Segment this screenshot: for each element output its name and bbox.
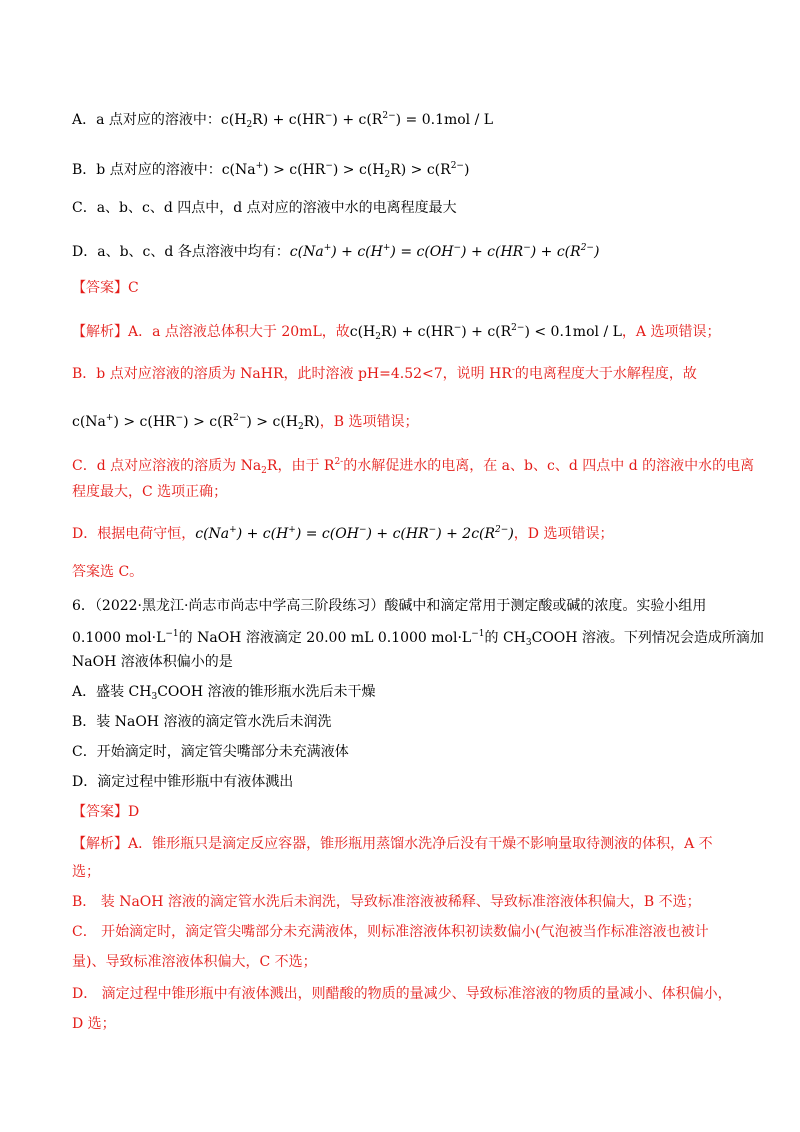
analysis-1-c-line2: 程度最大，C 选项正确； bbox=[72, 484, 228, 500]
question-6-option-b: B．装 NaOH 溶液的滴定管水洗后未润洗 bbox=[72, 714, 332, 730]
answer-2: 【答案】D bbox=[72, 804, 140, 820]
analysis-1-conclusion: 答案选 C。 bbox=[72, 564, 144, 580]
analysis-1-b-formula: $c(Na^+) > c(HR^-) > c(R^{2-}) > c(H_2R)$ bbox=[72, 413, 320, 432]
analysis-1-d: D．根据电荷守恒，$c(Na^+) + c(H^+) = c(OH^-) + c(HR^-) + 2c(R^{2-})$，D 选项错误； bbox=[72, 525, 614, 542]
question-6-option-a: A．盛装 $CH_3COOH$ 溶液的锥形瓶水洗后未干燥 bbox=[72, 684, 376, 702]
option-b-label: B．b 点对应的溶液中： bbox=[72, 162, 222, 178]
option-a-formula: $c(H_2R) + c(HR^-) + c(R^{2-}) = 0.1mol / L$ bbox=[220, 111, 494, 130]
analysis-2-d-line2: D 选； bbox=[72, 1016, 116, 1032]
question-6-line1: 6．（2022·黑龙江·尚志市尚志中学高三阶段练习）酸碱中和滴定常用于测定酸或碱的浓度。实验小组用 bbox=[72, 598, 707, 614]
analysis-1-c-line1: C．d 点对应溶液的溶质为 $Na_2R$，由于 $R^{2-}$的水解促进水的电离，在 a、b、c、d 四点中 d 的溶液中水的电离 bbox=[72, 457, 755, 476]
analysis-1-a-formula: $c(H_2R) + c(HR^-) + c(R^{2-}) < 0.1mol / L$ bbox=[349, 323, 622, 342]
question-6-option-d: D．滴定过程中锥形瓶中有液体溅出 bbox=[72, 774, 294, 790]
option-d-formula: $c(Na^+) + c(H^+) = c(OH^-) + c(HR^-) + c(R^{2-})$ bbox=[289, 243, 600, 260]
analysis-2-b: B． 装 NaOH 溶液的滴定管水洗后未润洗，导致标准溶液被稀释、导致标准溶液体积偏大，B 不选； bbox=[72, 894, 701, 910]
option-d bbox=[72, 238, 599, 262]
analysis-2-a-line2: 选； bbox=[72, 864, 100, 880]
option-c: C．a、b、c、d 四点中，d 点对应的溶液中水的电离程度最大 bbox=[72, 200, 457, 216]
question-6-line3: NaOH 溶液体积偏小的是 bbox=[72, 654, 233, 670]
analysis-2-d-line1: D． 滴定过程中锥形瓶中有液体溅出，则醋酸的物质的量减少、导致标准溶液的物质的量减小、体积偏小， bbox=[72, 986, 732, 1002]
option-a bbox=[72, 106, 493, 135]
analysis-2-c-line2: 量)、导致标准溶液体积偏大，C 不选； bbox=[72, 954, 317, 970]
question-6-line2: 0.1000 $mol\cdot L^{-1}$的 NaOH 溶液滴定 20.00 mL 0.1000 $mol\cdot L^{-1}$的 $CH_3COOH$ 溶液。下列情况会造成所滴加 bbox=[72, 629, 764, 648]
answer-1: 【答案】C bbox=[72, 280, 139, 296]
option-b bbox=[72, 156, 469, 185]
analysis-1-b-line1: B．b 点对应溶液的溶质为 NaHR，此时溶液 pH=4.52<7，说明 HR-的电离程度大于水解程度，故 bbox=[72, 365, 697, 382]
option-d-label: D．a、b、c、d 各点溶液中均有： bbox=[72, 244, 290, 260]
analysis-1-d-formula: $c(Na^+) + c(H^+) = c(OH^-) + c(HR^-) + 2c(R^{2-})$ bbox=[195, 525, 514, 542]
analysis-2-a-line1: 【解析】A．锥形瓶只是滴定反应容器，锥形瓶用蒸馏水洗净后没有干燥不影响量取待测液的体积，A 不 bbox=[72, 836, 713, 852]
question-6-option-c: C．开始滴定时，滴定管尖嘴部分未充满液体 bbox=[72, 744, 349, 760]
analysis-1-b-line2: $c(Na^+) > c(HR^-) > c(R^{2-}) > c(H_2R)$，B 选项错误； bbox=[72, 413, 419, 432]
analysis-2-c-line1: C． 开始滴定时，滴定管尖嘴部分未充满液体，则标准溶液体积初读数偏小(气泡被当作标准溶液也被计 bbox=[72, 924, 709, 940]
option-b-formula: $c(Na^+) > c(HR^-) > c(H_2R) > c(R^{2-})$ bbox=[221, 161, 470, 180]
option-a-label: A．a 点对应的溶液中： bbox=[72, 112, 221, 128]
analysis-1-a: 【解析】A．a 点溶液总体积大于 20mL，故$c(H_2R) + c(HR^-) + c(R^{2-}) < 0.1mol / L$，A 选项错误； bbox=[72, 323, 721, 342]
